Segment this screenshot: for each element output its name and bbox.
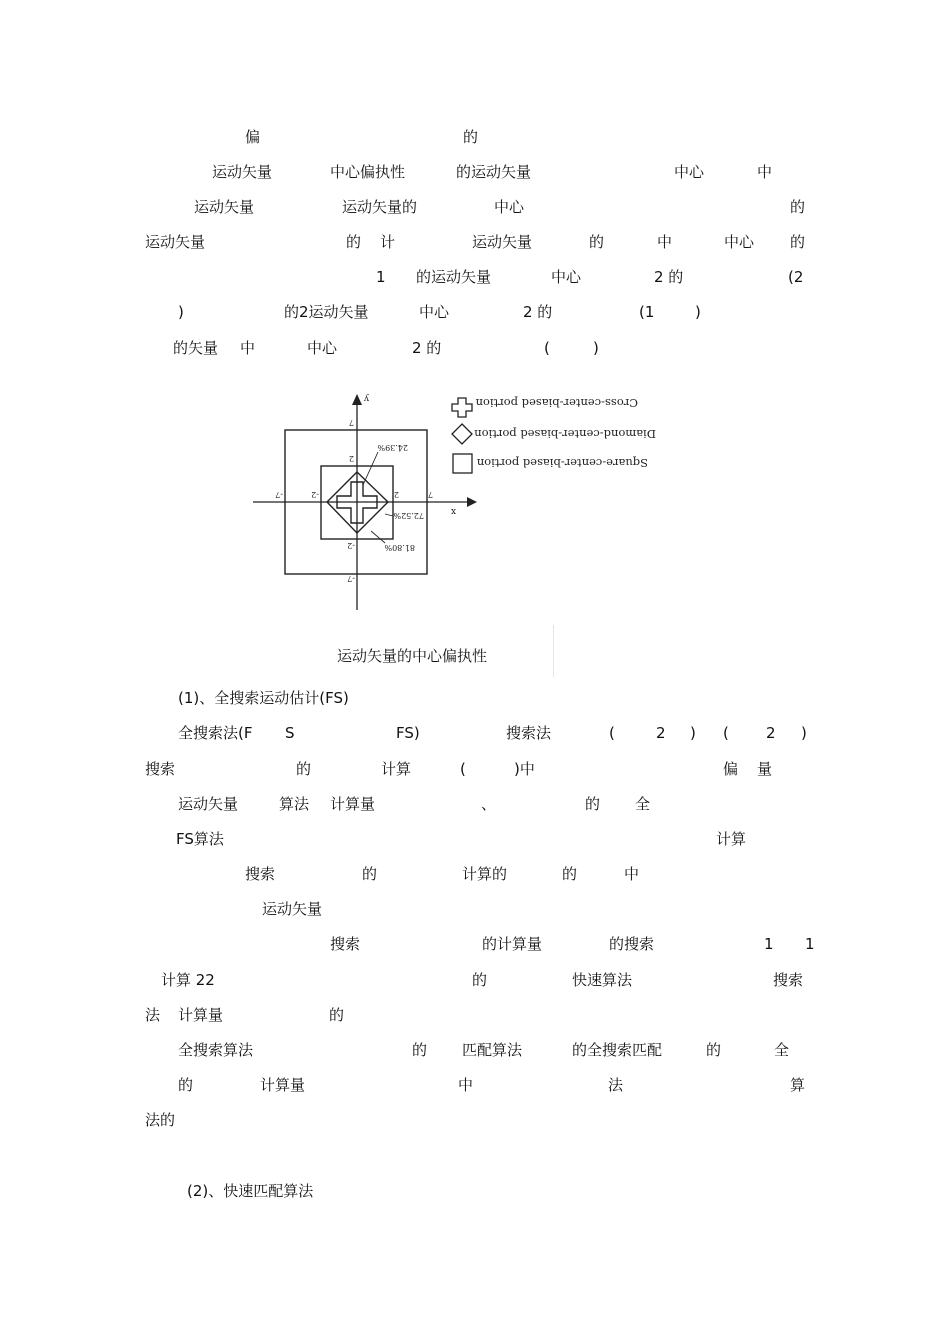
legend-label-diamond: Diamond-center-biased portion	[474, 427, 656, 441]
tick-label-bottom-outer: -7	[347, 574, 355, 583]
text-run: )	[801, 724, 807, 742]
text-run: 的运动矢量	[456, 163, 532, 181]
text-run: (2)、快速匹配算法	[187, 1182, 314, 1200]
text-run: 计算量	[178, 1006, 224, 1024]
square-legend-icon	[453, 454, 472, 473]
text-run: 运动矢量	[472, 233, 533, 251]
tick-label-bottom-inner: -2	[347, 541, 355, 550]
tick-label-right-inner: 2	[393, 490, 399, 499]
text-run: 搜索	[773, 971, 804, 989]
text-run: 算	[790, 1076, 806, 1094]
text-run: 中	[757, 163, 773, 181]
tick-label-left-outer: -7	[275, 490, 283, 499]
text-run: 中心	[551, 268, 582, 286]
text-run: FS)	[396, 724, 420, 742]
text-run: 1	[805, 935, 815, 953]
text-run: 运动矢量	[145, 233, 206, 251]
text-run: 中心偏执性	[330, 163, 406, 181]
percent-label-81: 81.80%	[384, 543, 415, 552]
text-run: 量	[757, 760, 773, 778]
text-run: 的运动矢量	[416, 268, 492, 286]
percent-label-24: 24.39%	[377, 443, 408, 452]
text-run: 全	[774, 1041, 790, 1059]
text-run: 搜索	[245, 865, 276, 883]
text-run: 全搜索法(F	[178, 724, 253, 742]
text-run: (	[544, 339, 550, 357]
text-run: 的	[589, 233, 605, 251]
text-run: 计算的	[462, 865, 508, 883]
cross-legend-icon	[452, 398, 472, 417]
text-run: 的计算量	[482, 935, 543, 953]
text-run: 2 的	[412, 339, 442, 357]
text-run: 2	[766, 724, 776, 742]
text-run: 运动矢量	[178, 795, 239, 813]
y-axis-arrow	[352, 394, 362, 405]
text-run: 法的	[145, 1111, 176, 1129]
text-run: 计算 22	[161, 971, 215, 989]
text-run: 中	[624, 865, 640, 883]
text-run: 全搜索算法	[178, 1041, 254, 1059]
text-run: 中心	[307, 339, 338, 357]
text-run: 的	[329, 1006, 345, 1024]
text-run: 、	[481, 795, 497, 813]
text-run: 计算	[716, 830, 747, 848]
text-run: 中心	[674, 163, 705, 181]
text-run: 2	[656, 724, 666, 742]
y-axis-label: y	[363, 393, 369, 403]
x-axis-label: x	[450, 506, 456, 516]
text-run: 的2运动矢量	[284, 303, 369, 321]
text-run: 1	[376, 268, 386, 286]
text-run: 运动矢量	[262, 900, 323, 918]
text-run: 的搜索	[609, 935, 655, 953]
text-run: 的	[362, 865, 378, 883]
text-run: (1)、全搜索运动估计(FS)	[178, 689, 349, 707]
leader-line-72	[385, 514, 393, 516]
text-run: )	[593, 339, 599, 357]
text-run: 运动矢量	[194, 198, 255, 216]
text-run: 的	[412, 1041, 428, 1059]
text-run: 搜索	[330, 935, 361, 953]
text-run: )	[695, 303, 701, 321]
text-run: 计算量	[260, 1076, 306, 1094]
text-run: 中	[458, 1076, 474, 1094]
text-run: 中心	[494, 198, 525, 216]
scan-artifact-line	[553, 625, 554, 677]
legend-label-square: Square-center-biased portion	[476, 456, 648, 470]
text-run: 计	[380, 233, 396, 251]
motion-vector-center-bias-figure	[245, 385, 665, 620]
leader-line-81	[371, 531, 385, 543]
text-run: )	[690, 724, 696, 742]
text-run: 的	[790, 233, 806, 251]
text-run: 中心	[724, 233, 755, 251]
text-run: 的矢量	[173, 339, 219, 357]
text-run: 的	[463, 128, 479, 146]
text-run: 快速算法	[572, 971, 633, 989]
text-run: 的	[472, 971, 488, 989]
text-run: 的	[790, 198, 806, 216]
text-run: (2	[788, 268, 804, 286]
text-run: 运动矢量的中心偏执性	[337, 647, 488, 665]
tick-label-top-outer: 7	[348, 418, 354, 427]
text-run: 计算量	[330, 795, 376, 813]
text-run: 1	[764, 935, 774, 953]
text-run: 运动矢量的	[342, 198, 418, 216]
tick-label-right-outer: 7	[427, 490, 433, 499]
text-run: 运动矢量	[212, 163, 273, 181]
text-run: 全	[635, 795, 651, 813]
text-run: 的	[346, 233, 362, 251]
text-run: 的全搜索匹配	[572, 1041, 663, 1059]
text-run: 计算	[381, 760, 412, 778]
diamond-legend-icon	[452, 424, 472, 444]
text-run: )	[178, 303, 184, 321]
text-run: 法	[608, 1076, 624, 1094]
text-run: 搜索	[145, 760, 176, 778]
text-run: 偏	[245, 128, 261, 146]
text-run: (	[460, 760, 466, 778]
text-run: (	[609, 724, 615, 742]
text-run: )中	[514, 760, 535, 778]
text-run: 搜索法	[506, 724, 552, 742]
tick-label-left-inner: -2	[311, 490, 319, 499]
text-run: 的	[585, 795, 601, 813]
text-run: 法	[145, 1006, 161, 1024]
text-run: 2 的	[523, 303, 553, 321]
text-run: 的	[296, 760, 312, 778]
legend-label-cross: Cross-center-biased portion	[475, 396, 638, 410]
text-run: 的	[562, 865, 578, 883]
percent-label-72: 72.52%	[393, 511, 424, 520]
text-run: 中心	[419, 303, 450, 321]
text-run: 的	[706, 1041, 722, 1059]
text-run: 的	[178, 1076, 194, 1094]
text-run: 2 的	[654, 268, 684, 286]
text-run: 匹配算法	[462, 1041, 523, 1059]
text-run: S	[285, 724, 295, 742]
text-run: 算法	[279, 795, 310, 813]
text-run: 中	[657, 233, 673, 251]
text-run: 偏	[723, 760, 739, 778]
text-run: (	[723, 724, 729, 742]
leader-line-24	[363, 452, 378, 485]
text-run: 中	[240, 339, 256, 357]
tick-label-top-inner: 2	[348, 454, 354, 463]
text-run: (1	[639, 303, 655, 321]
x-axis-arrow	[467, 497, 477, 507]
text-run: FS算法	[176, 830, 224, 848]
